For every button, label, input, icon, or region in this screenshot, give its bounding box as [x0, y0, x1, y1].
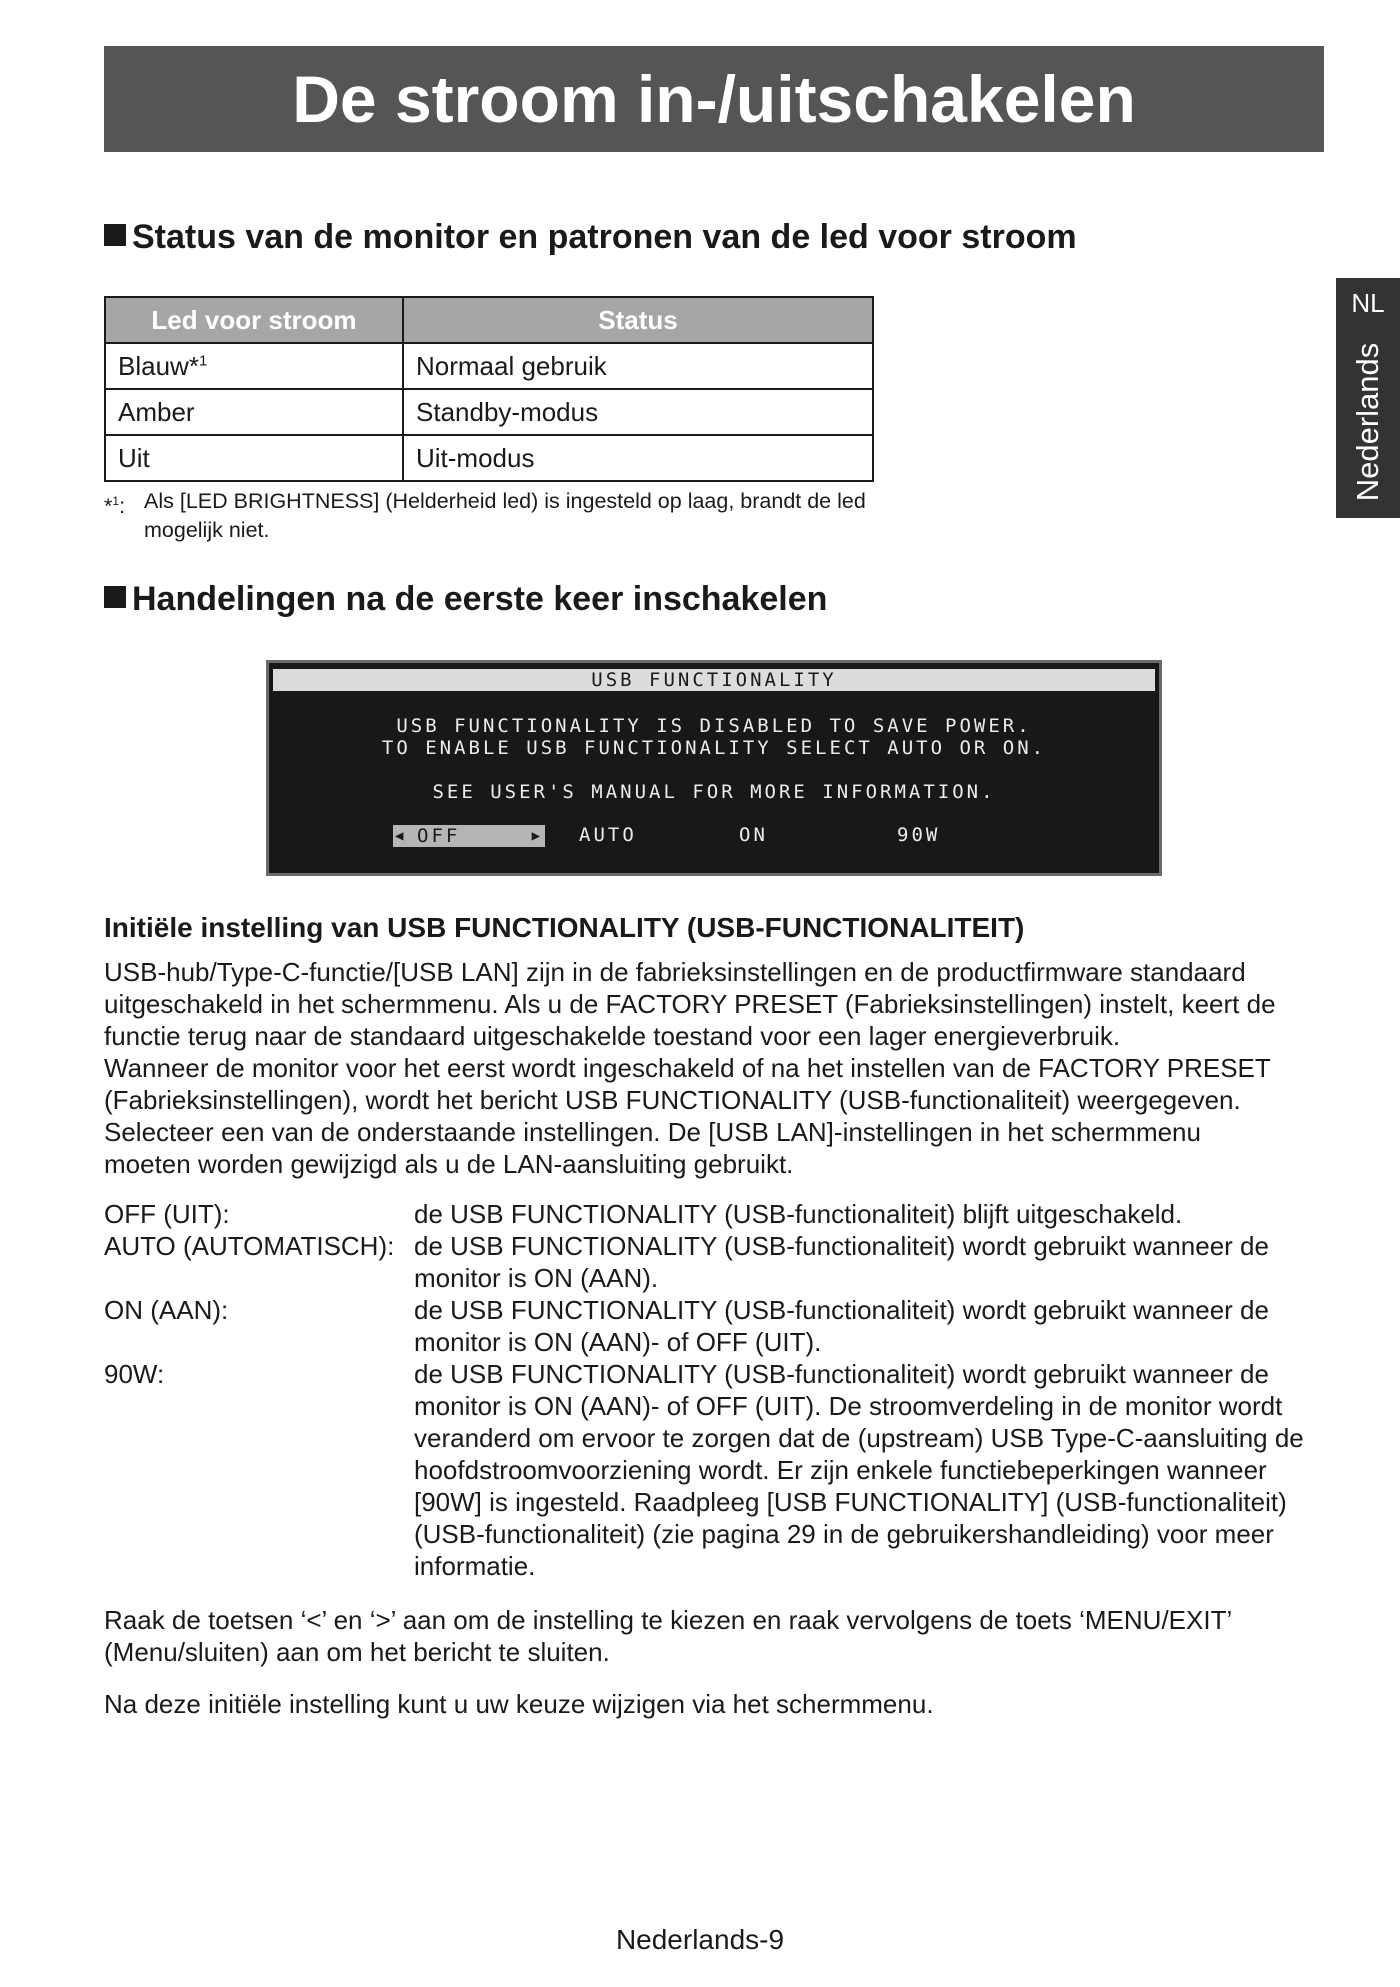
definition-term: ON (AAN):	[104, 1295, 229, 1325]
text-line: moeten worden gewijzigd als u de LAN-aansluiting gebruikt.	[104, 1149, 794, 1179]
status-cell: Uit-modus	[403, 435, 873, 481]
footnote-ref: 1	[198, 351, 208, 369]
table-footnote	[104, 487, 884, 545]
section-heading-text: Handelingen na de eerste keer inschakelen	[132, 580, 828, 618]
section-heading-first-power-on	[104, 580, 827, 619]
osd-option-auto: AUTO	[579, 824, 637, 846]
footnote-mark: *$^1$:	[104, 494, 126, 519]
text-line: (Fabrieksinstellingen), wordt het bericht USB FUNCTIONALITY (USB-functionaliteit) weergegeven.	[104, 1085, 1241, 1115]
table-row	[105, 435, 873, 481]
language-code: NL	[1351, 288, 1385, 318]
square-bullet-icon	[104, 586, 126, 608]
text-line: uitgeschakeld in het schermmenu. Als u de FACTORY PRESET (Fabrieksinstellingen) instelt, keert de	[104, 989, 1276, 1019]
osd-option-on: ON	[739, 824, 768, 846]
osd-option-off: ◀ OFF ▶	[395, 825, 543, 847]
osd-message-line: USB FUNCTIONALITY IS DISABLED TO SAVE POWER.	[396, 715, 1032, 737]
table-row	[105, 389, 873, 435]
definition-desc: de USB FUNCTIONALITY (USB-functionaliteit) wordt gebruikt wanneer de monitor is ON (AAN)- of OFF (UIT). De stroomverdeling in de monitor wordt veranderd om ervoor te zorgen dat de (upstream) USB Type-C-aansluiting de hoofdstroomvoorziening wordt. Er zijn enkele functiebeperkingen wanneer [90W] is ingesteld. Raadpleeg [USB FUNCTIONALITY] (USB-functionaliteit) (USB-functionaliteit) (zie pagina 29 in de gebruikershandleiding) voor meer informatie.	[414, 1359, 1304, 1581]
setting-definitions	[104, 1198, 1334, 1582]
led-status-table	[104, 296, 874, 482]
text-line: functie terug naar de standaard uitgeschakelde toestand voor een lager energieverbruik.	[104, 1021, 1121, 1051]
page-title: De stroom in-/uitschakelen	[104, 46, 1324, 152]
definition-item	[104, 1294, 1334, 1358]
led-cell: Blauw*$^1$	[105, 343, 403, 389]
intro-paragraph	[104, 956, 1334, 1180]
definition-item	[104, 1358, 1334, 1582]
language-tab	[1336, 278, 1400, 518]
table-header-row	[105, 297, 873, 343]
footnote-text: Als [LED BRIGHTNESS] (Helderheid led) is ingesteld op laag, brandt de led mogelijk niet.	[144, 489, 866, 542]
text-line: (Menu/sluiten) aan om het bericht te sluiten.	[104, 1637, 610, 1667]
left-arrow-icon: ◀	[395, 828, 407, 844]
osd-message-line: TO ENABLE USB FUNCTIONALITY SELECT AUTO OR ON.	[381, 737, 1047, 759]
section-heading-led-status	[104, 218, 1077, 257]
text-line: Wanneer de monitor voor het eerst wordt ingeschakeld of na het instellen van de FACTORY PRESET	[104, 1053, 1271, 1083]
page-number: Nederlands-9	[615, 1924, 785, 1955]
language-name: Nederlands	[1350, 342, 1385, 502]
definition-term: AUTO (AUTOMATISCH):	[104, 1231, 395, 1261]
osd-option-90w: 90W	[897, 824, 941, 846]
column-header-status: Status	[403, 297, 873, 343]
definition-desc: de USB FUNCTIONALITY (USB-functionaliteit) wordt gebruikt wanneer de monitor is ON (AAN).	[414, 1231, 1269, 1293]
definition-item	[104, 1230, 1334, 1294]
osd-usb-functionality-screen	[266, 660, 1162, 876]
text-line: USB-hub/Type-C-functie/[USB LAN] zijn in de fabrieksinstellingen en de productfirmware standaard	[104, 957, 1246, 987]
text-line: Raak de toetsen ‘<’ en ‘>’ aan om de instelling te kiezen en raak vervolgens de toets ‘MENU/EXIT’	[104, 1605, 1233, 1635]
section-heading-text: Status van de monitor en patronen van de led voor stroom	[132, 218, 1077, 256]
instruction-paragraph	[104, 1604, 1334, 1668]
subheading-usb-initial-setting: Initiële instelling van USB FUNCTIONALITY (USB-FUNCTIONALITEIT)	[104, 912, 1025, 943]
status-cell: Standby-modus	[403, 389, 873, 435]
definition-desc: de USB FUNCTIONALITY (USB-functionaliteit) wordt gebruikt wanneer de monitor is ON (AAN)- of OFF (UIT).	[414, 1295, 1269, 1357]
definition-desc: de USB FUNCTIONALITY (USB-functionaliteit) blijft uitgeschakeld.	[414, 1199, 1183, 1229]
right-arrow-icon: ▶	[531, 828, 543, 844]
led-cell: Amber	[105, 389, 403, 435]
definition-term: OFF (UIT):	[104, 1199, 230, 1229]
table-row	[105, 343, 873, 389]
definition-item	[104, 1198, 1334, 1230]
osd-title: USB FUNCTIONALITY	[273, 669, 1155, 691]
closing-paragraph: Na deze initiële instelling kunt u uw keuze wijzigen via het schermmenu.	[104, 1689, 934, 1719]
led-cell: Uit	[105, 435, 403, 481]
osd-message-line: SEE USER'S MANUAL FOR MORE INFORMATION.	[432, 781, 996, 803]
square-bullet-icon	[104, 224, 126, 246]
column-header-led: Led voor stroom	[105, 297, 403, 343]
text-line: Selecteer een van de onderstaande instellingen. De [USB LAN]-instellingen in het schermmenu	[104, 1117, 1201, 1147]
definition-term: 90W:	[104, 1359, 165, 1389]
status-cell: Normaal gebruik	[403, 343, 873, 389]
